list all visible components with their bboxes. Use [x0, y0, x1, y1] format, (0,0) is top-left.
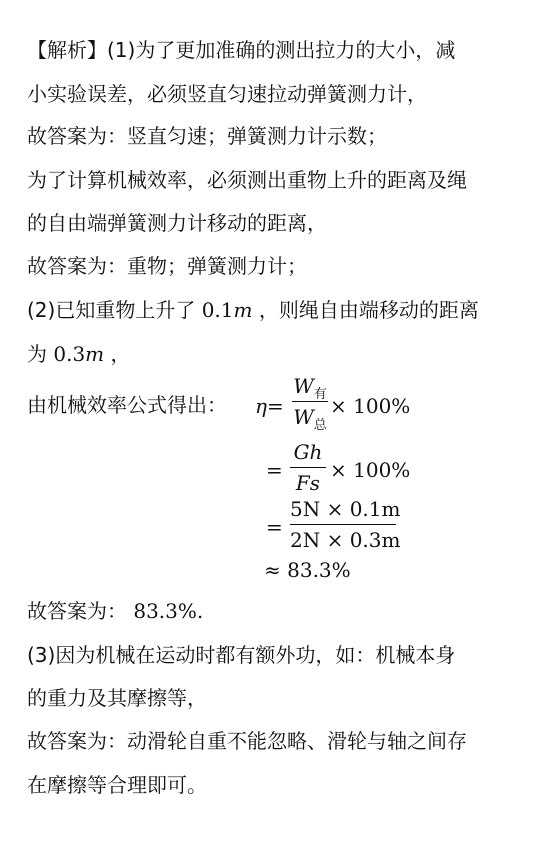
- work-symbol: W: [293, 374, 314, 398]
- answer-3-line-1: 故答案为：动滑轮自重不能忽略、滑轮与轴之间存: [27, 729, 467, 753]
- numerator-work-useful: [292, 372, 328, 400]
- paragraph-8-line-2: 的重力及其摩擦等，: [27, 686, 207, 710]
- subscript-useful: 有: [313, 387, 327, 402]
- height-value: 0.1: [201, 298, 234, 322]
- paragraph-3-line-2: 的自由端弹簧测力计移动的距离，: [27, 211, 327, 235]
- eta-symbol: η: [255, 394, 267, 418]
- equals-sign: =: [266, 458, 283, 482]
- denominator-values: 2N × 0.3m: [290, 528, 401, 552]
- numerator-values: 5N × 0.1m: [290, 497, 401, 521]
- equals-sign: =: [266, 394, 284, 418]
- fraction-work: [292, 372, 328, 431]
- fraction-gh-fs: [290, 438, 326, 497]
- denominator-work-total: [292, 403, 328, 431]
- text: ，则绳自由端移动的距离: [258, 298, 479, 322]
- text: 为: [27, 342, 47, 366]
- efficiency-value: 83.3%.: [133, 599, 204, 623]
- paragraph-8-line-1: (3)因为机械在运动时都有额外功，如：机械本身: [27, 643, 456, 667]
- work-symbol: W: [293, 405, 314, 429]
- height-unit: m: [233, 298, 253, 322]
- text: 故答案为：: [27, 599, 127, 623]
- paragraph-1-line-1: 【解析】(1)为了更加准确的测出拉力的大小，减: [27, 38, 456, 62]
- answer-3-line-2: 在摩擦等合理即可。: [27, 773, 207, 797]
- numerator-gh: Gh: [293, 440, 323, 464]
- paragraph-5-line-1: [27, 296, 479, 324]
- subscript-total: 总: [313, 418, 327, 433]
- formula-label: 由机械效率公式得出：: [27, 393, 227, 417]
- text: ，: [110, 342, 131, 366]
- distance-unit: m: [85, 342, 105, 366]
- fraction-bar: [290, 467, 326, 468]
- equals-sign: =: [266, 515, 283, 539]
- times-100-percent: × 100%: [330, 458, 411, 482]
- paragraph-5-line-2: [27, 340, 131, 368]
- fraction-bar: [290, 524, 396, 525]
- answer-efficiency: [27, 597, 203, 625]
- formula-eta-lhs: [255, 392, 284, 420]
- paragraph-3-line-1: 为了计算机械效率，必须测出重物上升的距离及绳: [27, 168, 467, 192]
- times-100-percent: × 100%: [330, 394, 411, 418]
- text: (2)已知重物上升了: [27, 298, 196, 322]
- denominator-fs: Fs: [295, 471, 321, 495]
- distance-value: 0.3: [53, 342, 86, 366]
- fraction-values: [290, 495, 401, 554]
- answer-1: 故答案为：竖直匀速；弹簧测力计示数；: [27, 124, 387, 148]
- paragraph-1-line-2: 小实验误差，必须竖直匀速拉动弹簧测力计，: [27, 82, 427, 106]
- approx-sign: ≈: [264, 558, 281, 582]
- answer-2: 故答案为：重物；弹簧测力计；: [27, 254, 307, 278]
- formula-result: [264, 556, 351, 584]
- result-value: 83.3%: [287, 558, 351, 582]
